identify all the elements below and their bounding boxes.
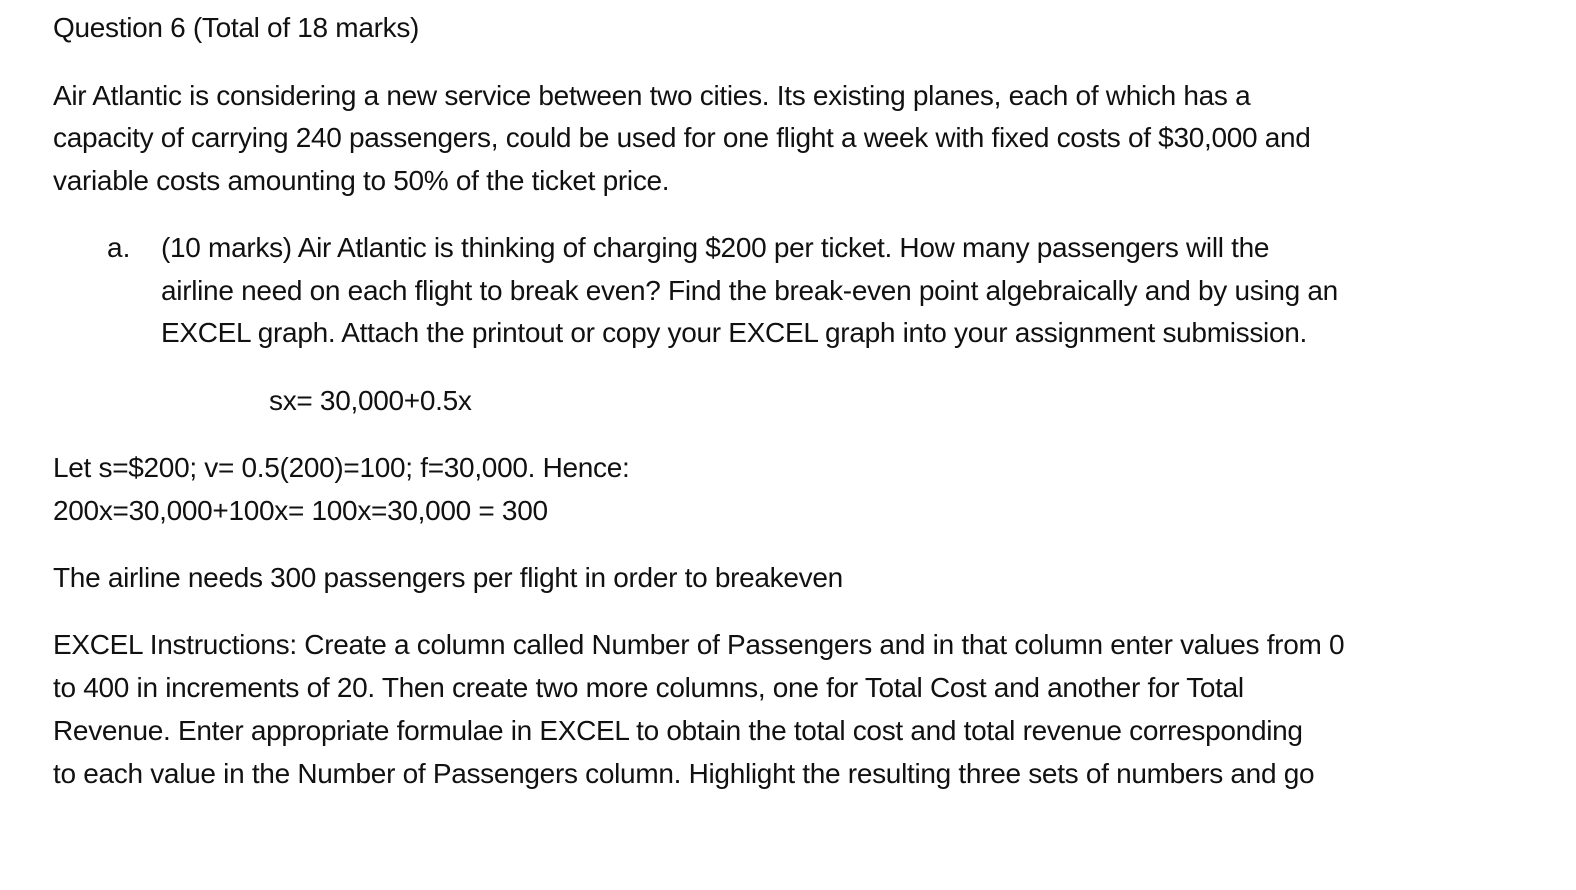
solution-line-1: Let s=$200; v= 0.5(200)=100; f=30,000. Hence: [53,452,630,483]
excel-instructions-line-2: to 400 in increments of 20. Then create two more columns, one for Total Cost and another for Total [53,672,1244,703]
part-a-marker: a. [107,232,131,263]
conclusion-text: The airline needs 300 passengers per flight in order to breakeven [53,562,843,593]
part-a-line-3: EXCEL graph. Attach the printout or copy your EXCEL graph into your assignment submission. [161,317,1307,348]
excel-instructions-line-4: to each value in the Number of Passengers column. Highlight the resulting three sets of numbers and go [53,758,1315,789]
excel-instructions-line-3: Revenue. Enter appropriate formulae in EXCEL to obtain the total cost and total revenue corresponding [53,715,1303,746]
excel-instructions-line-1: EXCEL Instructions: Create a column called Number of Passengers and in that column enter values from 0 [53,629,1345,660]
intro-line-2: capacity of carrying 240 passengers, could be used for one flight a week with fixed costs of $30,000 and [53,122,1311,153]
part-a-line-1: (10 marks) Air Atlantic is thinking of charging $200 per ticket. How many passengers will the [161,232,1270,263]
question-title: Question 6 (Total of 18 marks) [53,12,420,43]
part-a-line-2: airline need on each flight to break even? Find the break-even point algebraically and by using an [161,275,1338,306]
break-even-formula: sx= 30,000+0.5x [269,385,472,416]
intro-line-3: variable costs amounting to 50% of the ticket price. [53,165,670,196]
solution-line-2: 200x=30,000+100x= 100x=30,000 = 300 [53,495,548,526]
intro-line-1: Air Atlantic is considering a new service between two cities. Its existing planes, each of which has a [53,80,1251,111]
